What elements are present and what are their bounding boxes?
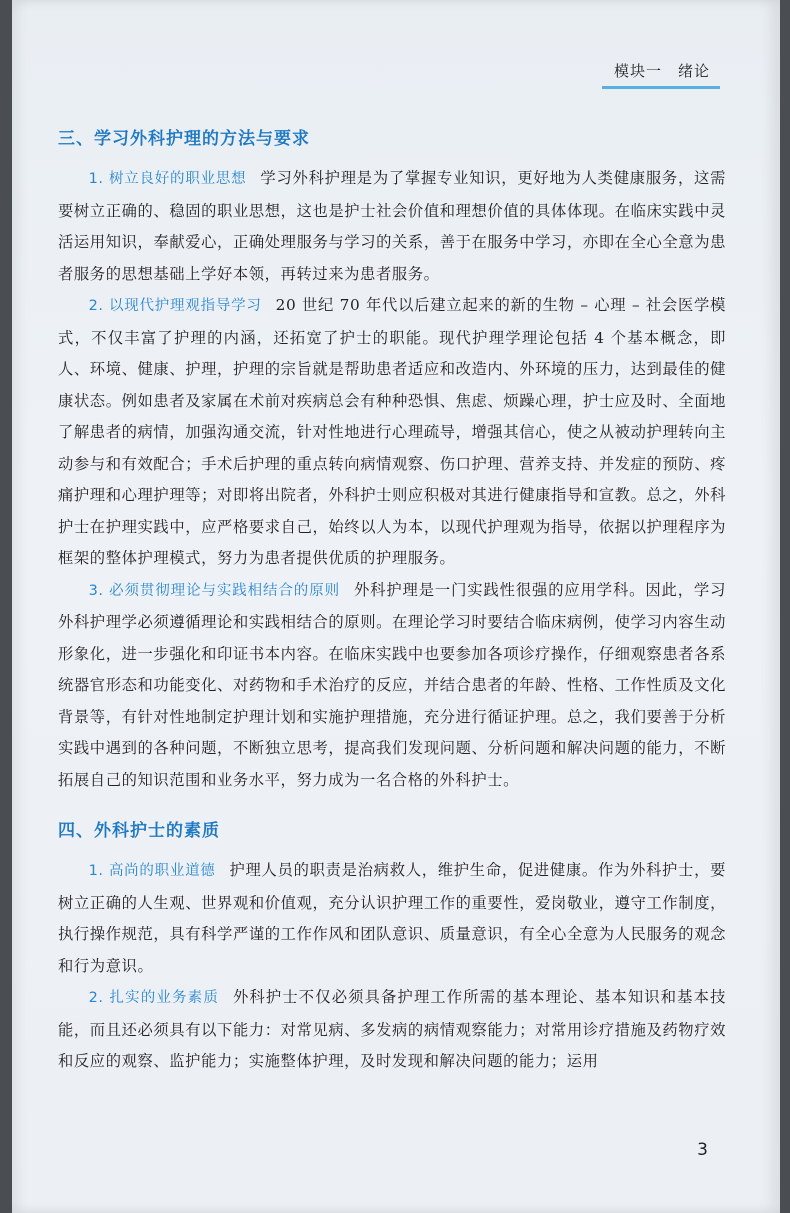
paragraph <box>58 163 726 290</box>
page-number: 3 <box>697 1140 708 1160</box>
paragraph-text: 外科护理是一门实践性很强的应用学科。因此，学习外科护理学必须遵循理论和实践相结合的原则。在理论学习时要结合临床病例，使学习内容生动形象化，进一步强化和印证书本内容。在临床实践中也要参加各项诊疗操作，仔细观察患者各系统器官形态和功能变化、对药物和手术治疗的反应，并结合患者的年龄、性格、工作性质及文化背景等，有针对性地制定护理计划和实施护理措施，充分进行循证护理。总之，我们要善于分析实践中遇到的各种问题，不断独立思考，提高我们发现问题、分析问题和解决问题的能力，不断拓展自己的知识范围和业务水平，努力成为一名合格的外科护士。 <box>58 580 726 789</box>
section-study-methods <box>58 124 726 796</box>
section-title: 四、外科护士的素质 <box>58 821 220 841</box>
book-page <box>12 0 780 1213</box>
section-title: 三、学习外科护理的方法与要求 <box>58 129 310 149</box>
paragraph-text: 20 世纪 70 年代以后建立起来的新的生物 – 心理 – 社会医学模式，不仅丰富了护理的内涵，还拓宽了护士的职能。现代护理学理论包括 4 个基本概念，即人、环境、健康、护理，护理的宗旨就是帮助患者适应和改造内、外环境的压力，达到最佳的健康状态。例如患者及家属在术前对疾病总会有种种恐惧、焦虑、烦躁心理，护士应及时、全面地了解患者的病情，加强沟通交流，针对性地进行心理疏导，增强其信心，使之从被动护理转向主动参与和有效配合；手术后护理的重点转向病情观察、伤口护理、营养支持、并发症的预防、疼痛护理和心理护理等；对即将出院者，外科护士则应积极对其进行健康指导和宣教。总之，外科护士在护理实践中，应严格要求自己，始终以人为本，以现代护理观为指导，依据以护理程序为框架的整体护理模式，努力为患者提供优质的护理服务。 <box>58 296 727 567</box>
paragraph-lead: 2. 扎实的业务素质 <box>88 990 219 1006</box>
header-rule <box>602 86 720 89</box>
paragraph-text: 外科护士不仅必须具备护理工作所需的基本理论、基本知识和基本技能，而且还必须具有以下能力：对常见病、多发病的病情观察能力；对常用诊疗措施及药物疗效和反应的观察、监护能力；实施整体护理，及时发现和解决问题的能力；运用 <box>58 988 726 1070</box>
paragraph-lead: 1. 树立良好的职业思想 <box>88 171 247 187</box>
paragraph-lead: 3. 必须贯彻理论与实践相结合的原则 <box>88 582 340 599</box>
page-content <box>58 124 726 1078</box>
paragraph <box>58 982 726 1078</box>
paragraph <box>58 575 726 797</box>
running-header: 模块一 绪论 <box>613 62 710 80</box>
paragraph <box>58 290 726 575</box>
paragraph-lead: 1. 高尚的职业道德 <box>88 863 216 879</box>
paragraph-text: 护理人员的职责是治病救人，维护生命，促进健康。作为外科护士，要树立正确的人生观、世界观和价值观，充分认识护理工作的重要性，爱岗敬业，遵守工作制度，执行操作规范，具有科学严谨的工作作风和团队意识、质量意识，有全心全意为人民服务的观念和行为意识。 <box>58 861 726 975</box>
paragraph <box>58 855 726 982</box>
section-nurse-qualities <box>58 816 726 1078</box>
paragraph-lead: 2. 以现代护理观指导学习 <box>88 298 262 314</box>
paragraph-text: 学习外科护理是为了掌握专业知识，更好地为人类健康服务，这需要树立正确的、稳固的职业思想，这也是护士社会价值和理想价值的具体体现。在临床实践中灵活运用知识，奉献爱心，正确处理服务与学习的关系，善于在服务中学习，亦即在全心全意为患者服务的思想基础上学好本领，再转过来为患者服务。 <box>58 169 726 283</box>
